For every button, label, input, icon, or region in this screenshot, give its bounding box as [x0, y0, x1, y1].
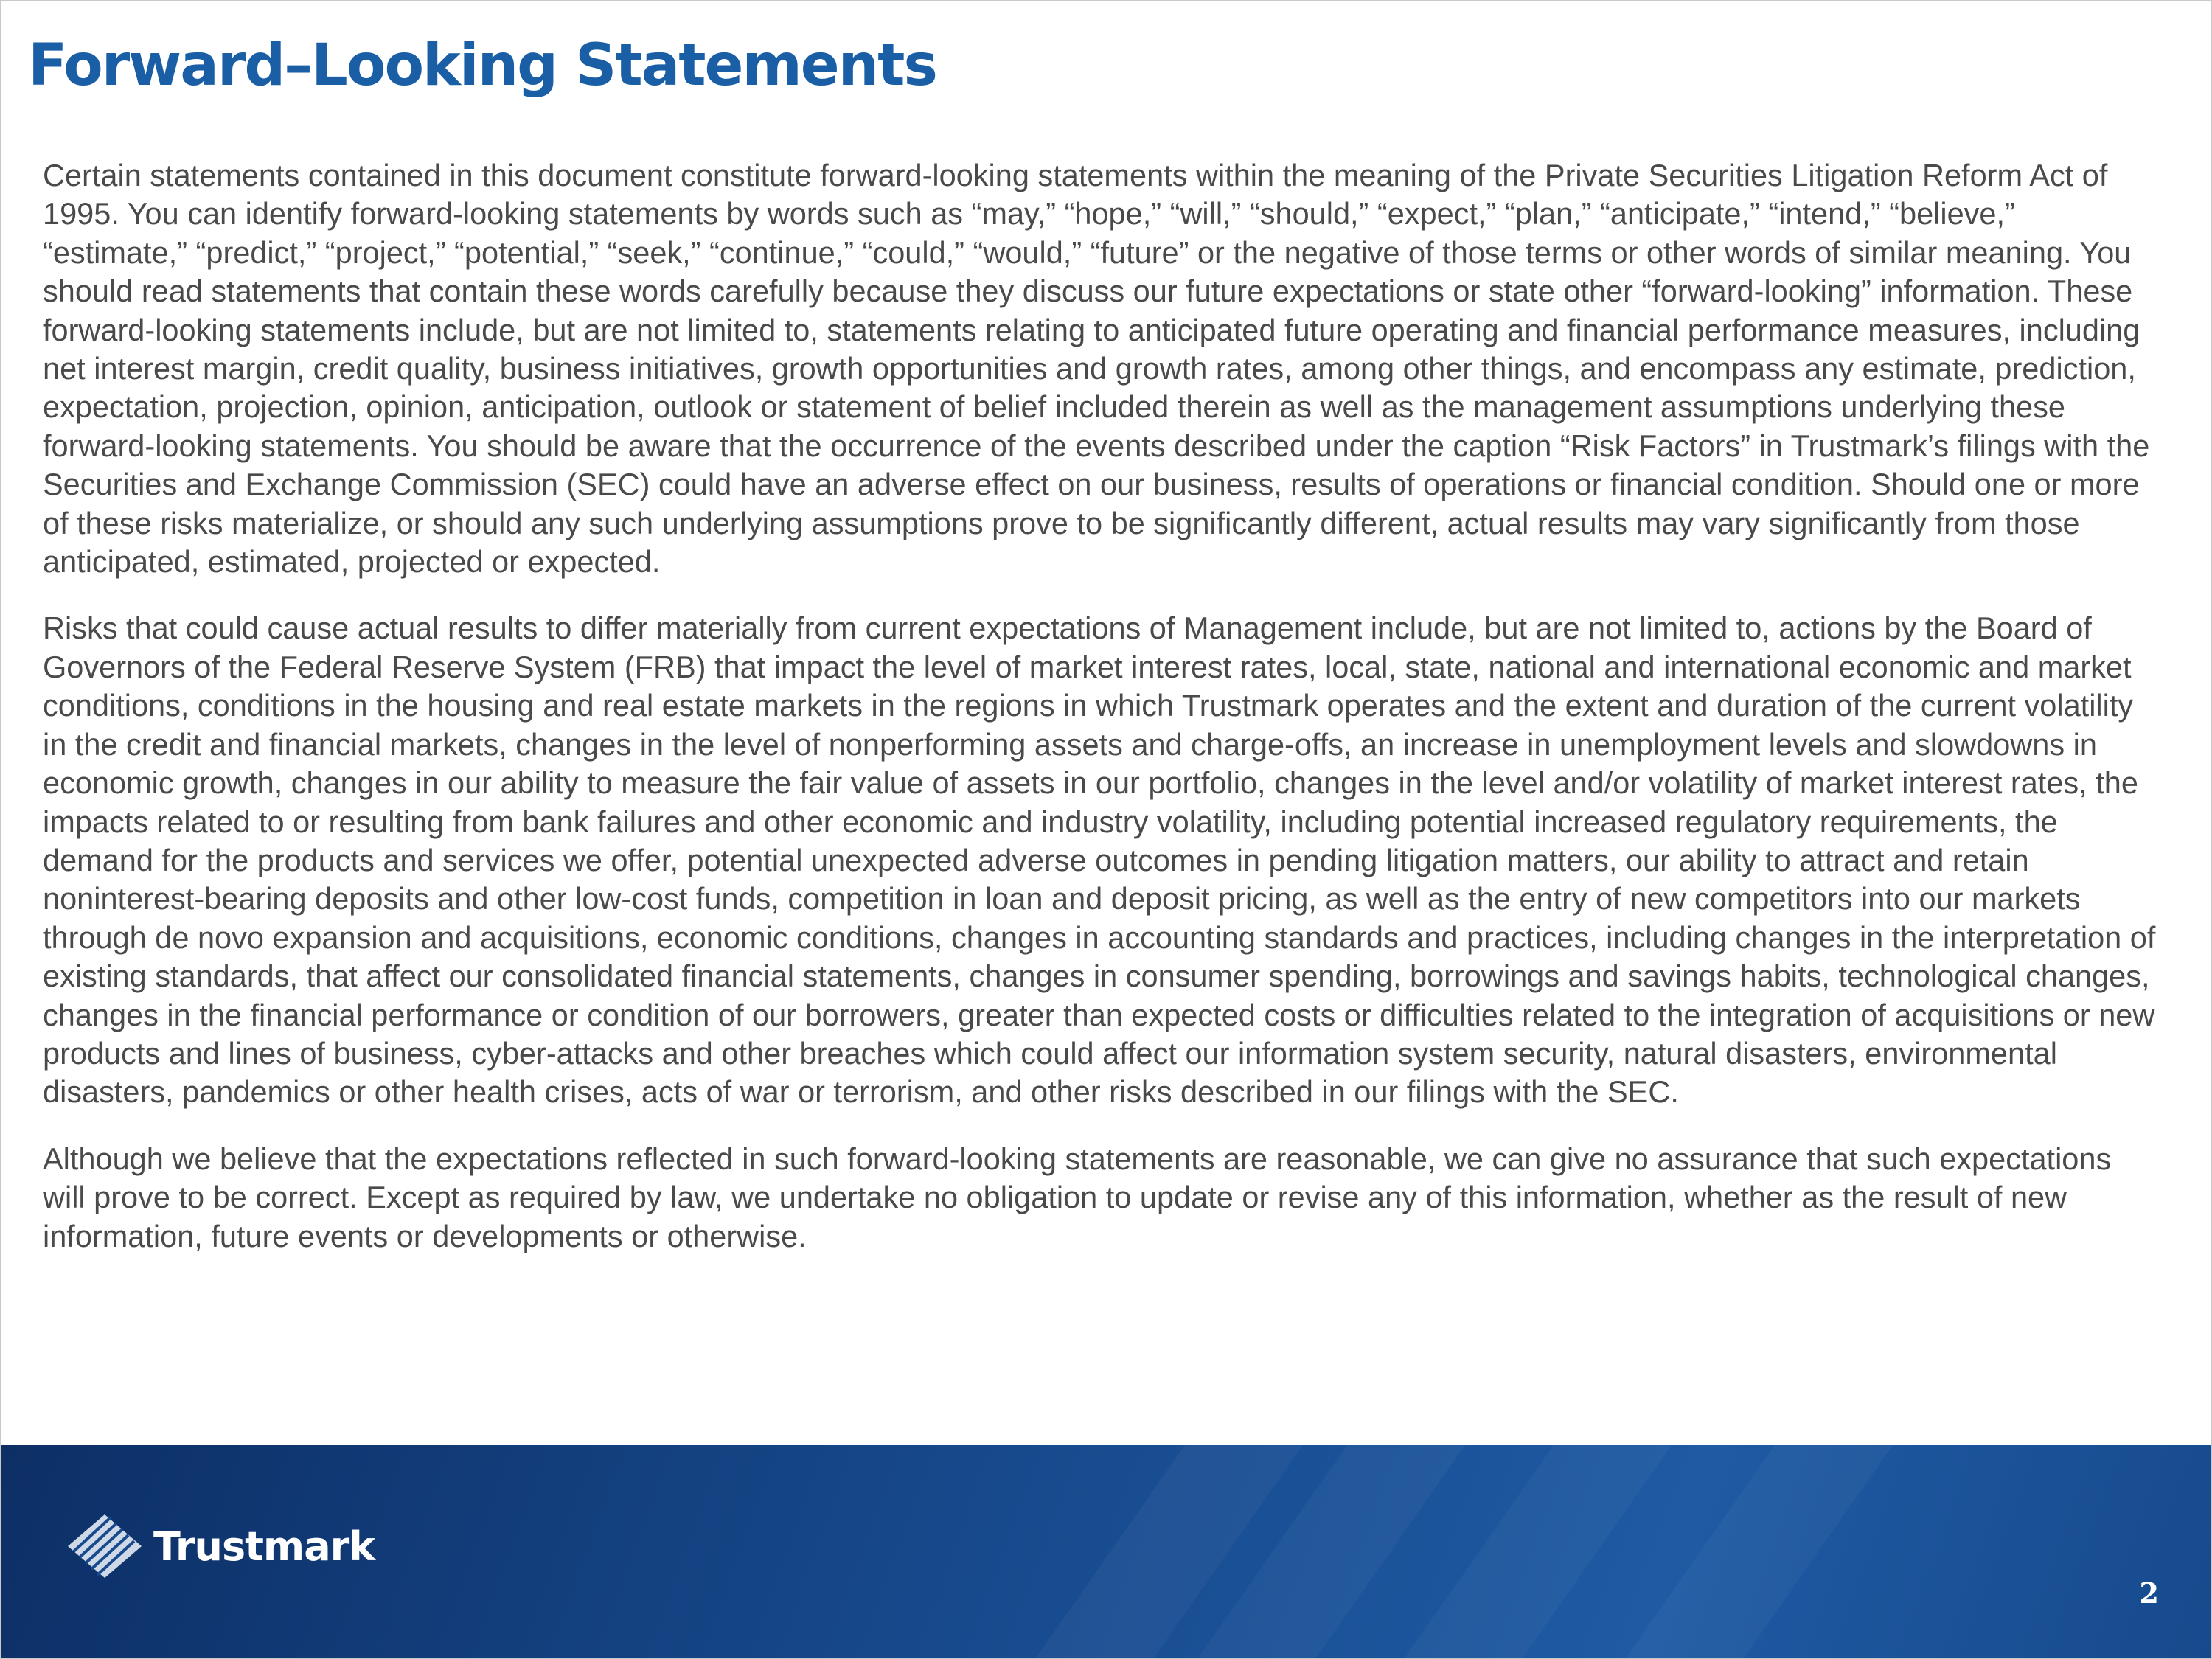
paragraph-disclaimer: Although we believe that the expectations reflected in such forward-looking statements are reasonable, we can give no assurance that such expectations will prove to be correct. Except as required by law, we undertake no obligation to update or revise any of this information, whether as the result of new information, future events or developments or otherwise. — [43, 1141, 2112, 1253]
footer-band — [1, 1445, 2211, 1658]
page-number: 2 — [2139, 1576, 2159, 1610]
paragraph-intro: Certain statements contained in this document constitute forward-looking statements within the meaning of the Private Securities Litigation Reform Act of 1995. You can identify forward-looking statements by words such as “may,” “hope,” “will,” “should,” “expect,” “plan,” “anticipate,” “intend,” “believe,” “estimate,” “predict,” “project,” “potential,” “seek,” “continue,” “could,” “would,” “future” or the negative of those terms or other words of similar meaning. You should read statements that contain these words carefully because they discuss our future expectations or state other “forward-looking” information. These forward-looking statements include, but are not limited to, statements relating to anticipated future operating and financial performance measures, including net interest margin, credit quality, business initiatives, growth opportunities and growth rates, among other things, and encompass any estimate, prediction, expectation, projection, opinion, anticipation, outlook or statement of belief included therein as well as the management assumptions underlying these forward-looking statements. You should be aware that the occurrence of the events described under the caption “Risk Factors” in Trustmark’s filings with the Securities and Exchange Commission (SEC) could have an adverse effect on our business, results of operations or financial condition. Should one or more of these risks materialize, or should any such underlying assumptions prove to be significantly different, actual results may vary significantly from those anticipated, estimated, projected or expected. — [43, 158, 2150, 580]
trustmark-logo-icon — [66, 1513, 143, 1579]
logo-text: Trustmark — [153, 1523, 375, 1570]
paragraph-risks: Risks that could cause actual results to differ materially from current expectations of Management include, but are not limited to, actions by the Board of Governors of the Federal Reserve System (FRB) that impact the level of market interest rates, local, state, national and international economic and market conditions, conditions in the housing and real estate markets in the regions in which Trustmark operates and the extent and duration of the current volatility in the credit and financial markets, changes in the level of nonperforming assets and charge-offs, an increase in unemployment levels and slowdowns in economic growth, changes in our ability to measure the fair value of assets in our portfolio, changes in the level and/or volatility of market interest rates, the impacts related to or resulting from bank failures and other economic and industry volatility, including potential increased regulatory requirements, the demand for the products and services we offer, potential unexpected adverse outcomes in pending litigation matters, our ability to attract and retain noninterest-bearing deposits and other low-cost funds, competition in loan and deposit pricing, as well as the entry of new competitors into our markets through de novo expansion and acquisitions, economic conditions, changes in accounting standards and practices, including changes in the interpretation of existing standards, that affect our consolidated financial statements, changes in consumer spending, borrowings and savings habits, technological changes, changes in the financial performance or condition of our borrowers, greater than expected costs or difficulties related to the integration of acquisitions or new products and lines of business, cyber-attacks and other breaches which could affect our information system security, natural disasters, environmental disasters, pandemics or other health crises, acts of war or terrorism, and other risks described in our filings with the SEC. — [43, 611, 2156, 1110]
body-text — [43, 156, 2159, 1284]
trustmark-logo — [66, 1513, 375, 1579]
slide-title: Forward–Looking Statements — [28, 32, 936, 99]
